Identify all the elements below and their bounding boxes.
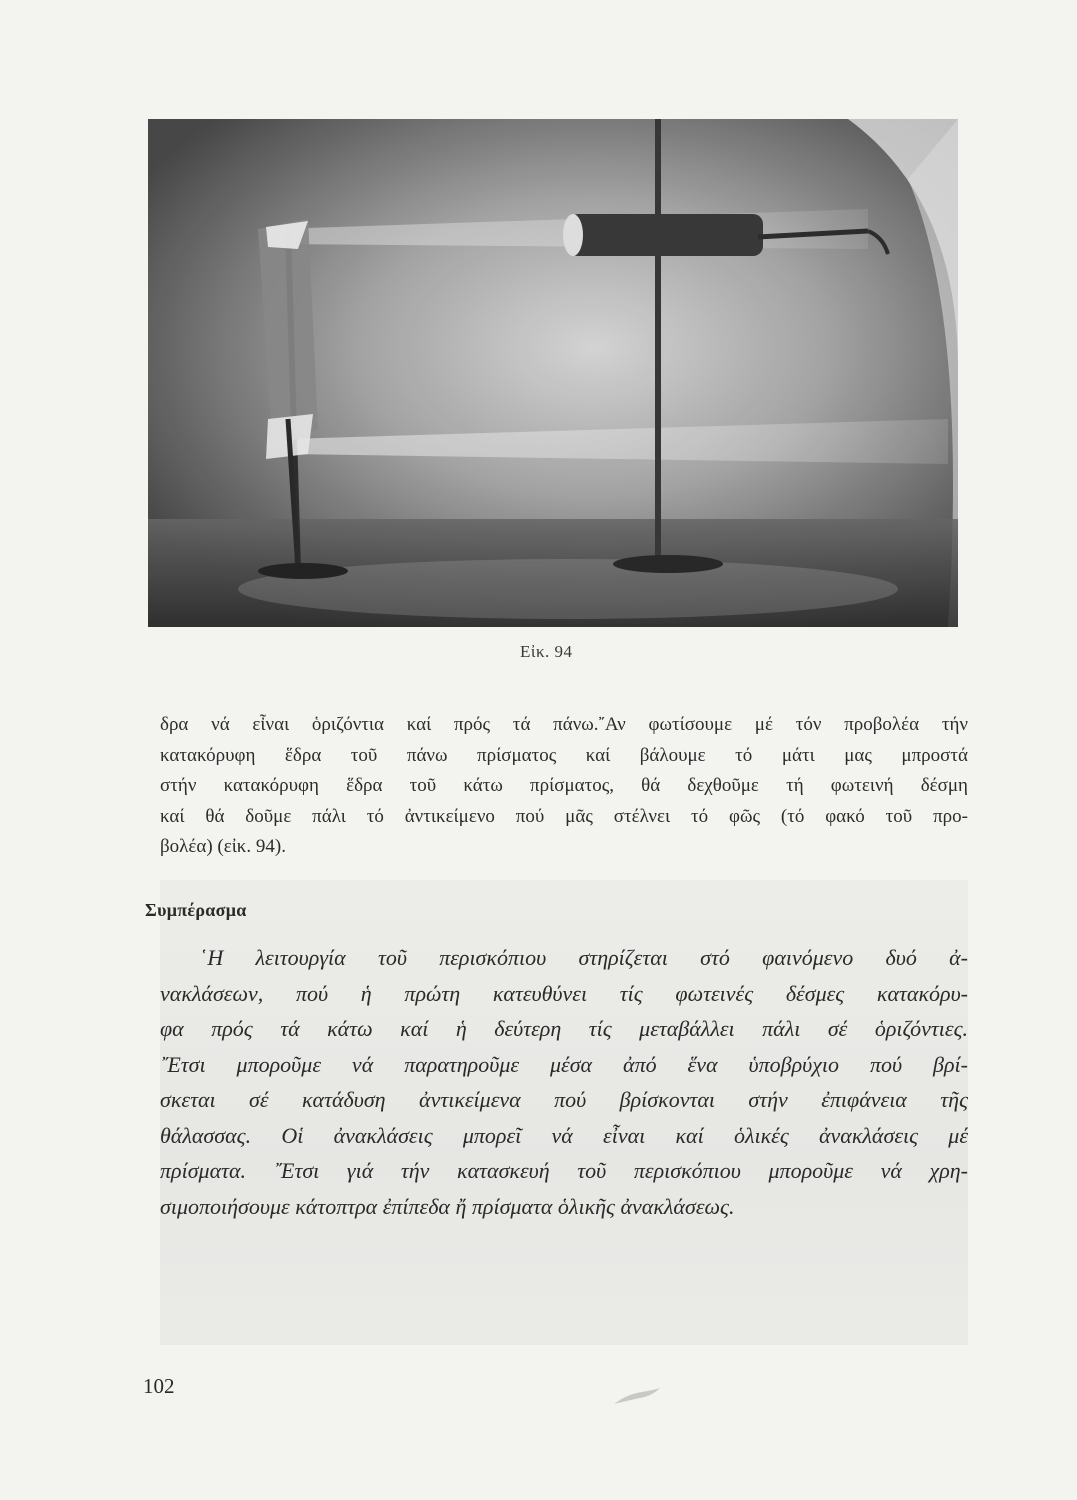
figure-caption: Εἰκ. 94 (520, 642, 573, 661)
ink-smudge-icon (612, 1386, 662, 1408)
conclusion-line: θάλασσας. Οἱ ἀνακλάσεις μπορεῖ νά εἶναι καί ὁλικές ἀνακλάσεις μέ (160, 1122, 968, 1148)
paragraph-line: καί θά δοῦμε πάλι τό ἀντικείμενο πού μᾶς στέλνει τό φῶς (τό φακό τοῦ προ- (160, 805, 968, 827)
conclusion-line: σκεται σέ κατάδυση ἀντικείμενα πού βρίσκονται στήν ἐπιφάνεια τῆς (160, 1087, 968, 1112)
page-number: 102 (143, 1374, 175, 1398)
conclusion-paragraph (160, 940, 968, 1224)
conclusion-line: ῎Ετσι μποροῦμε νά παρατηροῦμε μέσα ἀπό ἕνα ὑποβρύχιο πού βρί- (160, 1051, 968, 1077)
section-heading: Συμπέρασμα (145, 900, 247, 920)
paragraph-line: δρα νά εἶναι ὁριζόντια καί πρός τά πάνω.῎Αν φωτίσουμε μέ τόν προβολέα τήν (160, 714, 968, 735)
body-paragraph (160, 710, 968, 863)
paragraph-line: κατακόρυφη ἕδρα τοῦ πάνω πρίσματος καί βάλουμε τό μάτι μας μπροστά (160, 744, 968, 766)
conclusion-line: σιμοποιήσουμε κάτοπτρα ἐπίπεδα ἤ πρίσματα ὁλικῆς ἀνακλάσεως. (160, 1193, 735, 1219)
paragraph-line: στήν κατακόρυφη ἕδρα τοῦ κάτω πρίσματος, θά δεχθοῦμε τή φωτεινή δέσμη (160, 775, 968, 796)
conclusion-line: πρίσματα. ῎Ετσι γιά τήν κατασκευή τοῦ περισκόπιου μποροῦμε νά χρη- (160, 1158, 968, 1183)
conclusion-line: ῾Η λειτουργία τοῦ περισκόπιου στηρίζεται στό φαινόμενο δυό ἀ- (200, 945, 968, 970)
conclusion-line: φα πρός τά κάτω καί ἡ δεύτερη τίς μεταβάλλει πάλι σέ ὁριζόντιες. (160, 1016, 968, 1041)
paragraph-line: βολέα) (εἰκ. 94). (160, 836, 286, 857)
conclusion-line: νακλάσεων, πού ἡ πρώτη κατευθύνει τίς φωτεινές δέσμες κατακόρυ- (160, 980, 968, 1006)
periscope-photo-icon (148, 119, 958, 627)
figure-photo (148, 119, 958, 627)
